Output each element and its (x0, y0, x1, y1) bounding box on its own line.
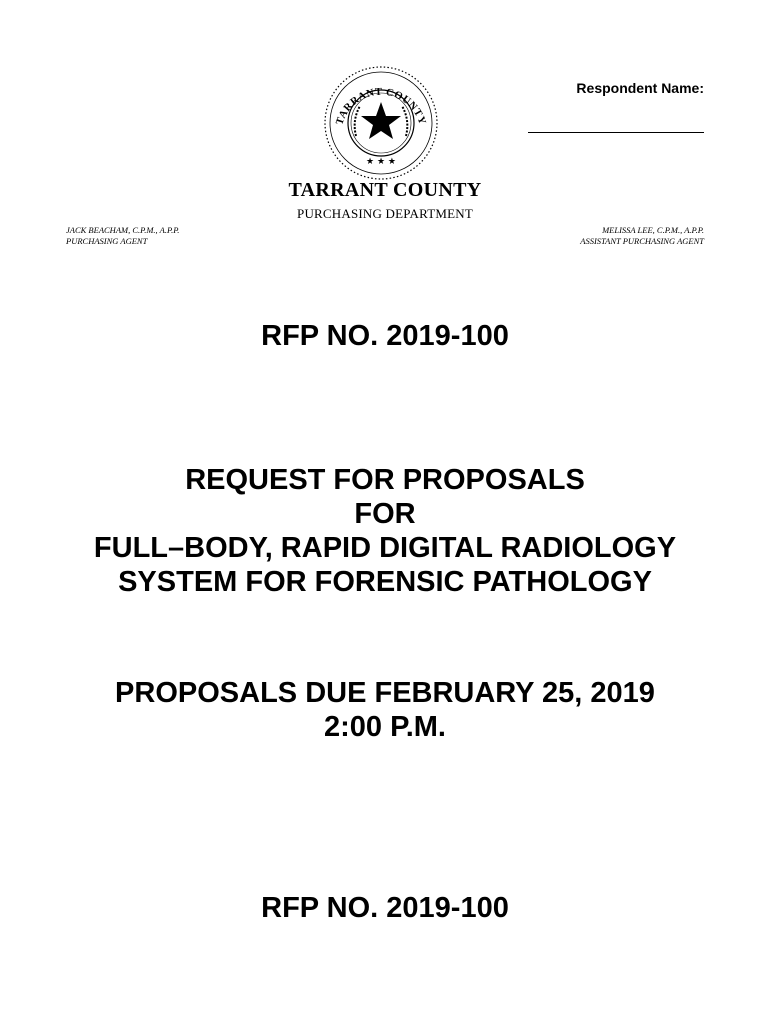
seal-ring-text: TARRANT COUNTY (334, 86, 428, 127)
purchasing-agent-name: JACK BEACHAM, C.P.M., A.P.P. (66, 225, 180, 235)
organization-department: PURCHASING DEPARTMENT (297, 206, 473, 221)
county-seal (322, 64, 440, 182)
title-line: REQUEST FOR PROPOSALS (185, 464, 585, 496)
purchasing-agent-title: PURCHASING AGENT (66, 236, 148, 246)
rfp-number-bottom: RFP NO. 2019-100 (261, 892, 509, 924)
purchasing-agent-block (66, 225, 179, 247)
assistant-agent-name: MELISSA LEE, C.P.M., A.P.P. (602, 225, 704, 235)
document-title (0, 463, 770, 599)
assistant-agent-title: ASSISTANT PURCHASING AGENT (580, 236, 704, 246)
organization-name: TARRANT COUNTY (288, 179, 482, 201)
due-time-line: 2:00 P.M. (324, 711, 446, 743)
respondent-name-field[interactable] (528, 132, 704, 133)
rfp-number-top: RFP NO. 2019-100 (261, 320, 509, 352)
title-line: SYSTEM FOR FORENSIC PATHOLOGY (118, 566, 652, 598)
title-line: FULL–BODY, RAPID DIGITAL RADIOLOGY (93, 532, 677, 564)
due-date-line: PROPOSALS DUE FEBRUARY 25, 2019 (115, 677, 655, 709)
respondent-name-label: Respondent Name: (576, 80, 704, 96)
county-seal-icon (322, 64, 440, 182)
title-line: FOR (354, 498, 416, 530)
proposal-due-block (0, 676, 770, 744)
assistant-agent-block (440, 225, 704, 247)
svg-text:★ ★ ★: ★ ★ ★ (366, 157, 396, 167)
